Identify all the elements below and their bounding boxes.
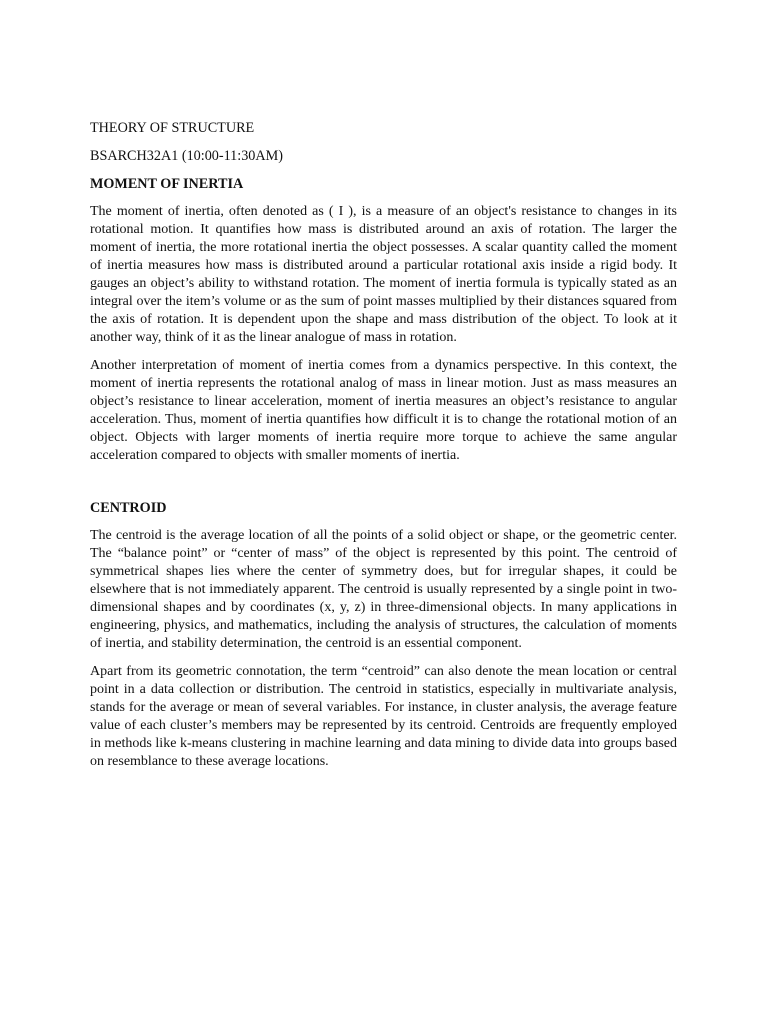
paragraph-centroid-1: The centroid is the average location of all the points of a solid object or shape, or the geometric center. The “balance point” or “center of mass” of the object is represented by this point. The centroid of symmetrical shapes lies where the center of symmetry does, but for irregular shapes, it could be elsewhere that is not immediately apparent. The centroid is usually represented by a single point in two-dimensional shapes and by coordinates (x, y, z) in three-dimensional objects. In many applications in engineering, physics, and mathematics, including the analysis of structures, the calculation of moments of inertia, and stability determination, the centroid is an essential component. <box>90 528 677 651</box>
paragraph-moi-1: The moment of inertia, often denoted as ( I ), is a measure of an object's resistance to changes in its rotational motion. It quantifies how mass is distributed around an axis of rotation. The larger the moment of inertia, the more rotational inertia the object possesses. A scalar quantity called the moment of inertia measures how mass is distributed around a particular rotational axis inside a rigid body. It gauges an object’s ability to withstand rotation. The moment of inertia formula is typically stated as an integral over the item’s volume or as the sum of point masses multiplied by their distances squared from the axis of rotation. It is dependent upon the shape and mass distribution of the object. To look at it another way, think of it as the linear analogue of mass in rotation. <box>90 204 677 345</box>
paragraph-centroid-2: Apart from its geometric connotation, the term “centroid” can also denote the mean location or central point in a data collection or distribution. The centroid in statistics, especially in multivariate analysis, stands for the average or mean of several variables. For instance, in cluster analysis, the average feature value of each cluster’s members may be represented by its centroid. Centroids are frequently employed in methods like k-means clustering in machine learning and data mining to divide data into groups based on resemblance to these average locations. <box>90 664 677 769</box>
document-page <box>90 119 677 781</box>
course-title: THEORY OF STRUCTURE <box>90 120 255 136</box>
heading-centroid: CENTROID <box>90 500 167 516</box>
paragraph-moi-2: Another interpretation of moment of inertia comes from a dynamics perspective. In this context, the moment of inertia represents the rotational analog of mass in linear motion. Just as mass measures an object’s resistance to linear acceleration, moment of inertia measures an object’s resistance to angular acceleration. Thus, moment of inertia quantifies how difficult it is to change the rotational motion of an object. Objects with larger moments of inertia require more torque to achieve the same angular acceleration compared to objects with smaller moments of inertia. <box>90 358 677 463</box>
section-code: BSARCH32A1 (10:00-11:30AM) <box>90 148 283 164</box>
heading-moment-of-inertia: MOMENT OF INERTIA <box>90 176 244 192</box>
section-spacer <box>90 475 677 499</box>
